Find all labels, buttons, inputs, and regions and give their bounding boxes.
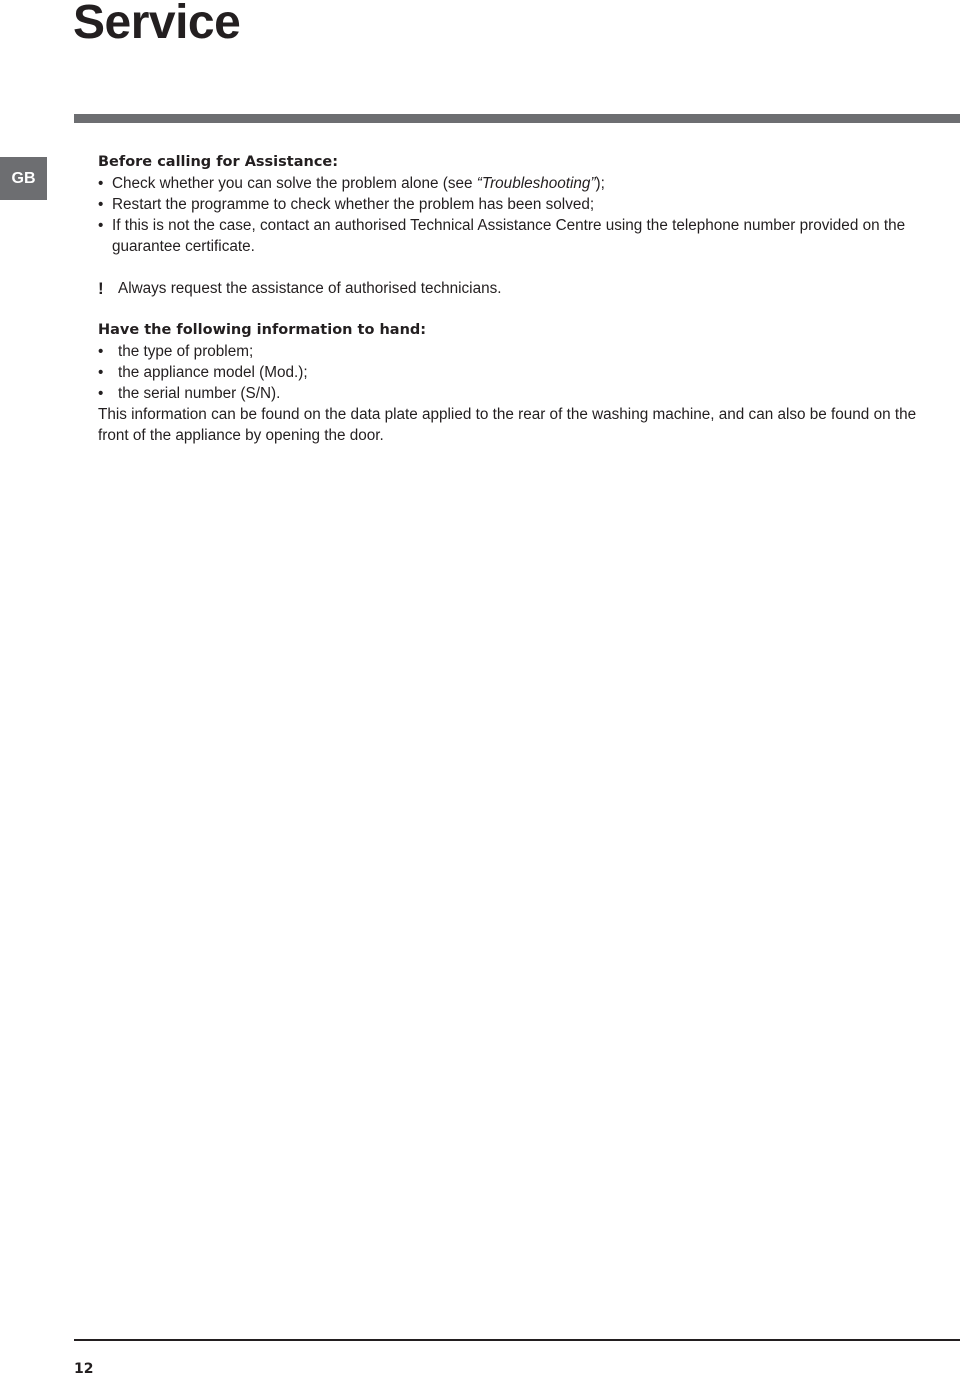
list-item — [98, 173, 933, 194]
footer-divider — [74, 1339, 960, 1341]
list-item: • the serial number (S/N). — [98, 383, 933, 404]
information-list — [98, 341, 933, 404]
before-calling-list — [98, 173, 933, 257]
title-divider — [74, 114, 960, 123]
page-number: 12 — [74, 1361, 94, 1377]
list-item: • If this is not the case, contact an authorised Technical Assistance Centre using the telephone number provided on the guarantee certificate. — [98, 215, 933, 257]
information-note: This information can be found on the data plate applied to the rear of the washing machine, and can also be found on the front of the appliance by opening the door. — [98, 406, 917, 444]
service-content — [98, 152, 933, 446]
information-section — [98, 320, 933, 446]
warning-note — [98, 278, 933, 299]
before-calling-section — [98, 152, 933, 257]
page-title: Service — [73, 0, 241, 49]
list-item: • the appliance model (Mod.); — [98, 362, 933, 383]
warning-text: Always request the assistance of authorised technicians. — [118, 280, 502, 297]
warning-icon: ! — [98, 279, 104, 298]
list-item-text: Check whether you can solve the problem alone (see — [112, 175, 477, 192]
troubleshooting-reference: “Troubleshooting” — [476, 175, 596, 192]
information-heading: Have the following information to hand: — [98, 322, 427, 338]
list-item: • Restart the programme to check whether the problem has been solved; — [98, 194, 933, 215]
list-item-text: ); — [595, 175, 605, 192]
before-calling-heading: Before calling for Assistance: — [98, 154, 339, 170]
language-tab: GB — [0, 157, 47, 200]
list-item: • the type of problem; — [98, 341, 933, 362]
